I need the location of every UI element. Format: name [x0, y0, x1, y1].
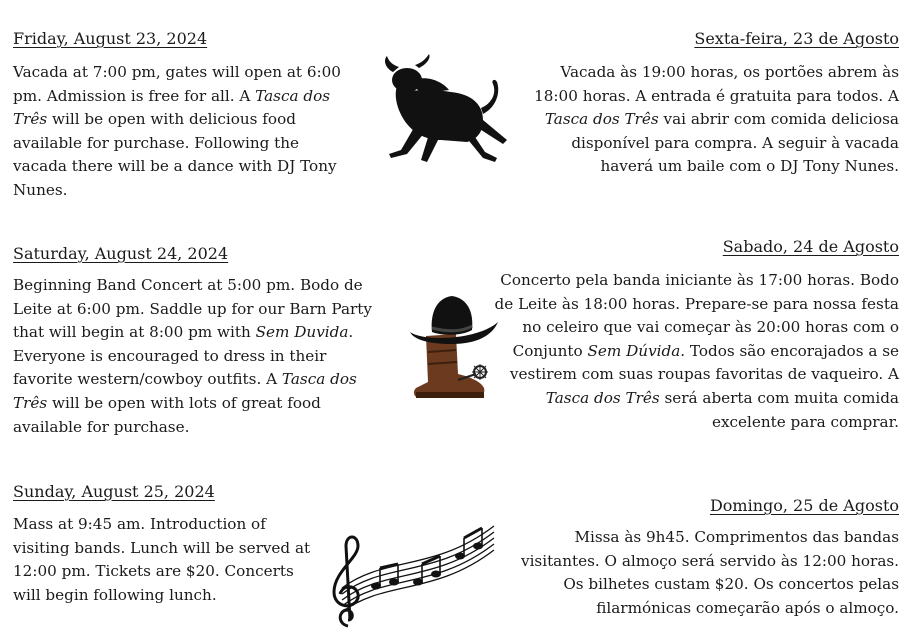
saturday-heading-en: Saturday, August 24, 2024 [13, 244, 229, 263]
saturday-text-pt: Concerto pela banda iniciante às 17:00 horas. Bodo de Leite às 18:00 horas. Prepare-se para nossa festa no celeiro que vai começar às 20:00 horas com o Conjunto Sem Dúvida. Todos são encorajados a se vestirem com suas roupas favoritas de vaqueiro. A Tasca dos Três será aberta com muita comida excelente para comprar. [494, 271, 899, 431]
cowboy-boot-hat-icon [406, 292, 502, 408]
saturday-text-en: Beginning Band Concert at 5:00 pm. Bodo de Leite at 6:00 pm. Saddle up for our Barn Party that will begin at 8:00 pm with Sem Duvida. Everyone is encouraged to dress in their favorite western/cowboy outfits. A Tasca dos Três will be open with lots of great food available for purchase. [13, 276, 372, 436]
bull-icon [371, 54, 516, 169]
venue-name: Tasca dos Três [545, 388, 660, 407]
music-notes-icon [324, 516, 500, 630]
friday-text-en: Vacada at 7:00 pm, gates will open at 6:00 pm. Admission is free for all. A Tasca dos Três will be open with delicious food available for purchase. Following the vacada there will be a dance with DJ Tony Nunes. [13, 63, 341, 199]
friday-text-pt: Vacada às 19:00 horas, os portões abrem às 18:00 horas. A entrada é gratuita para todos. A Tasca dos Três vai abrir com comida deliciosa disponível para compra. A seguir à vacada haverá um baile com o DJ Tony Nunes. [534, 63, 899, 176]
sunday-heading-en: Sunday, August 25, 2024 [13, 482, 215, 501]
venue-name: Tasca dos Três [13, 370, 357, 412]
saturday-heading-pt: Sabado, 24 de Agosto [722, 237, 899, 256]
band-name: Sem Dúvida. [587, 341, 686, 360]
venue-name: Tasca dos Três [544, 110, 659, 129]
friday-heading-en: Friday, August 23, 2024 [13, 29, 208, 48]
band-name: Sem Duvida [255, 323, 349, 342]
sunday-heading-pt: Domingo, 25 de Agosto [709, 496, 899, 515]
sunday-text-pt: Missa às 9h45. Comprimentos das bandas visitantes. O almoço será servido às 12:00 horas. Os bilhetes custam $20. Os concertos pelas filarmónicas começarão após o almoço. [520, 528, 899, 617]
friday-heading-pt: Sexta-feira, 23 de Agosto [694, 29, 899, 48]
venue-name: Tasca dos Três [13, 86, 331, 129]
sunday-text-en: Mass at 9:45 am. Introduction of visiting bands. Lunch will be served at 12:00 pm. Tickets are $20. Concerts will begin following lunch. [13, 515, 311, 604]
